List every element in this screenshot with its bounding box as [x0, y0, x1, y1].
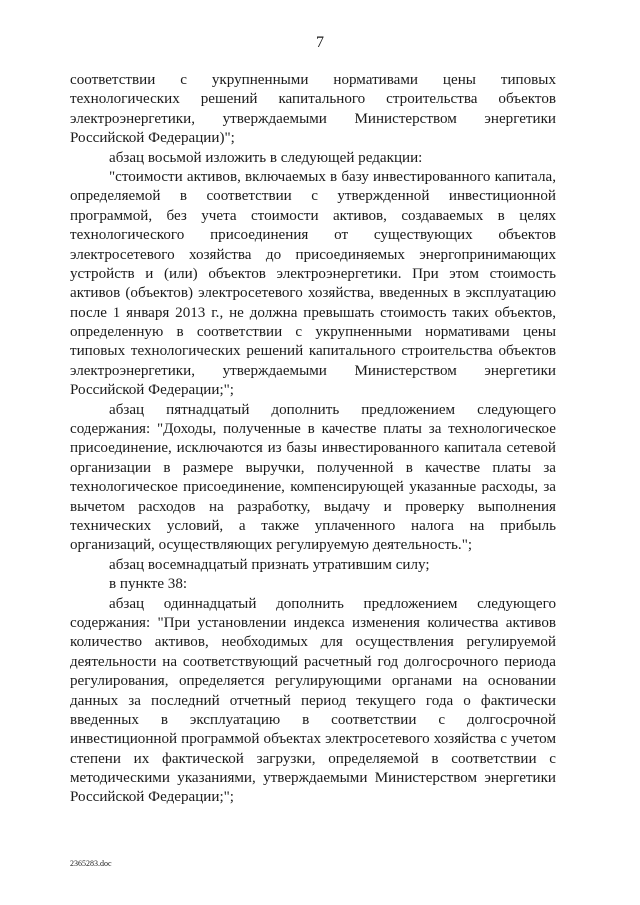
text-line: деятельности на соответствующий расчетный год долгосрочного периода: [70, 653, 556, 670]
text-line: абзац пятнадцатый дополнить предложением следующего: [109, 401, 556, 418]
text-line: инвестиционной программой объектах электросетевого хозяйства с учетом: [70, 731, 556, 748]
text-line: технологического присоединения от существующих объектов: [70, 227, 556, 244]
text-line: организации в размере выручки, полученной в качестве платы за: [70, 459, 556, 476]
text-line: электроэнергетики, утверждаемыми Министерством энергетики: [70, 362, 556, 379]
text-line: вычетом расходов на разработку, выдачу и проверку выполнения: [70, 498, 556, 515]
text-line: абзац восьмой изложить в следующей редакции:: [109, 149, 423, 166]
text-line: количество активов, необходимых для осуществления регулируемой: [70, 634, 556, 651]
text-line: введенных в эксплуатацию в соответствии с долгосрочной: [70, 711, 556, 728]
text-line: абзац одиннадцатый дополнить предложением следующего: [109, 595, 556, 612]
page-number: 7: [316, 34, 324, 51]
text-line: типовых технологических решений капитального строительства объектов: [70, 343, 556, 360]
text-line: Российской Федерации;";: [70, 789, 234, 806]
text-line: соответствии с укрупненными нормативами цены типовых: [70, 72, 556, 88]
text-line: в пункте 38:: [109, 576, 188, 593]
text-line: данных за последний отчетный период текущего года о фактически: [70, 692, 556, 709]
text-line: "стоимости активов, включаемых в базу инвестированного капитала,: [109, 168, 556, 185]
text-line: организаций, осуществляющих регулируемую деятельность.";: [70, 537, 473, 554]
text-line: Российской Федерации)";: [70, 130, 235, 147]
document-body: [70, 71, 556, 808]
text-line: определенную в соответствии с укрупненными нормативами цены: [70, 324, 556, 341]
text-line: электросетевого хозяйства до присоединяемых энергопринимающих: [70, 246, 556, 263]
text-line: абзац восемнадцатый признать утратившим силу;: [109, 556, 430, 573]
text-line: активов (объектов) электросетевого хозяйства, введенных в эксплуатацию: [70, 285, 556, 302]
text-line: присоединение, исключаются из базы инвестированного капитала сетевой: [70, 440, 556, 457]
text-line: программой, без учета стоимости активов, создаваемых в целях: [70, 207, 556, 224]
text-line: электроэнергетики, утверждаемыми Министерством энергетики: [70, 110, 556, 127]
document-filename: 2365283.doc: [70, 859, 112, 868]
text-line: Российской Федерации;";: [70, 382, 234, 399]
text-line: после 1 января 2013 г., не должна превышать стоимость таких объектов,: [70, 304, 556, 321]
text-line: степени их фактической загрузки, определяемой в соответствии с: [70, 750, 556, 767]
text-line: определяемой в соответствии с утвержденной инвестиционной: [70, 188, 556, 205]
text-line: технологическое присоединение, компенсирующей указанные расходы, за: [70, 479, 556, 496]
text-line: содержания: "При установлении индекса изменения количества активов: [70, 614, 556, 631]
text-line: регулирования, определяется регулирующими органами на основании: [70, 673, 556, 690]
text-line: технологических решений капитального строительства объектов: [70, 91, 556, 108]
text-line: методическими указаниями, утверждаемыми Министерством энергетики: [70, 770, 556, 787]
text-line: технических условий, а также уплаченного налога на прибыль: [70, 517, 556, 534]
text-line: устройств и (или) объектов электроэнергетики. При этом стоимость: [70, 265, 556, 282]
text-line: содержания: "Доходы, полученные в качестве платы за технологическое: [70, 421, 556, 438]
